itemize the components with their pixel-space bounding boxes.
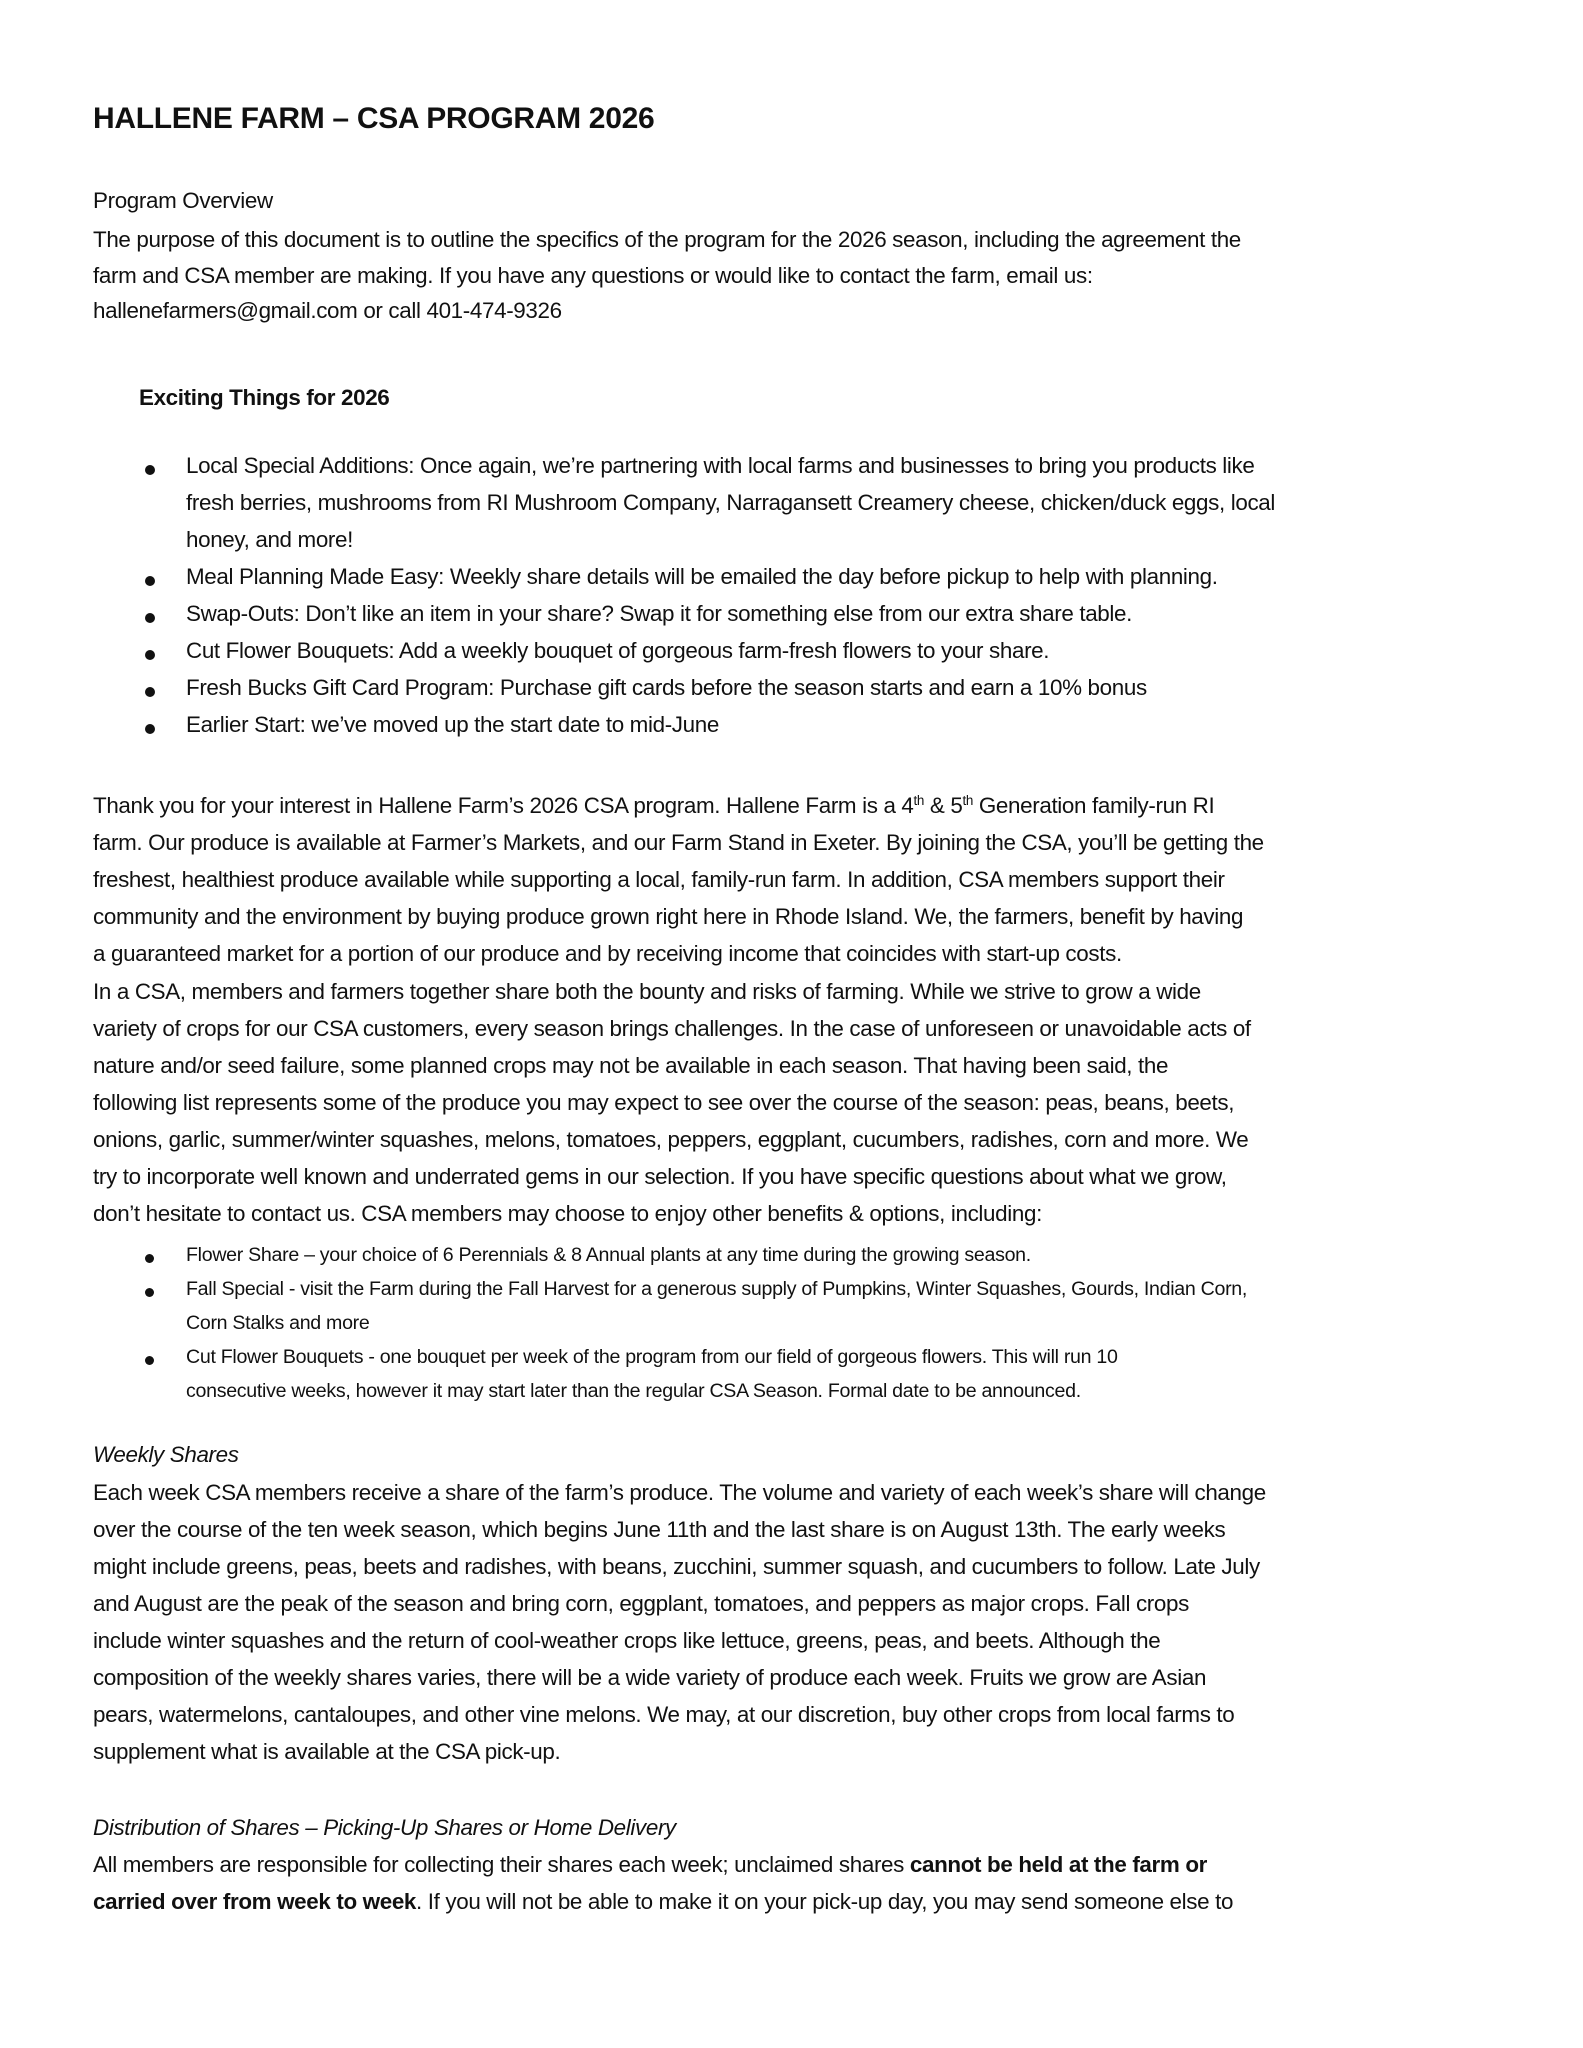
weekly-line: supplement what is available at the CSA pick-up. xyxy=(93,1739,561,1764)
intro-line: freshest, healthiest produce available while supporting a local, family-run farm. In addition, CSA members support their xyxy=(93,867,1225,892)
superscript: th xyxy=(962,792,973,808)
exciting-item-line: Cut Flower Bouquets: Add a weekly bouquet of gorgeous farm-fresh flowers to your share. xyxy=(186,638,1050,663)
weekly-line: include winter squashes and the return of cool-weather crops like lettuce, greens, peas, and beets. Although the xyxy=(93,1628,1161,1653)
superscript: th xyxy=(913,792,925,808)
distribution-heading: Distribution of Shares – Picking-Up Shares or Home Delivery xyxy=(93,1815,676,1840)
intro-line: a guaranteed market for a portion of our produce and by receiving income that coincides with start-up costs. xyxy=(93,941,1122,966)
exciting-item-line: Local Special Additions: Once again, we’re partnering with local farms and businesses to bring you products like xyxy=(186,453,1255,478)
option-line: Corn Stalks and more xyxy=(186,1312,370,1334)
distribution-text: All members are responsible for collecting their shares each week; unclaimed shares xyxy=(93,1852,910,1877)
weekly-line: Each week CSA members receive a share of the farm’s produce. The volume and variety of each week’s share will change xyxy=(93,1480,1266,1505)
intro-line xyxy=(93,792,1215,818)
bullet-icon xyxy=(145,1254,154,1263)
intro-line: nature and/or seed failure, some planned crops may not be available in each season. That having been said, the xyxy=(93,1053,1169,1078)
exciting-heading: Exciting Things for 2026 xyxy=(139,385,390,410)
overview-line: The purpose of this document is to outline the specifics of the program for the 2026 season, including the agreement the xyxy=(93,227,1241,252)
bullet-icon xyxy=(145,1356,154,1365)
intro-text: Generation family-run RI xyxy=(972,793,1215,818)
bullet-icon xyxy=(145,724,155,734)
distribution-line xyxy=(93,1854,1207,1876)
distribution-text: . If you will not be able to make it on your pick-up day, you may send someone else to xyxy=(416,1889,1234,1914)
weekly-line: composition of the weekly shares varies, there will be a wide variety of produce each week. Fruits we grow are Asian xyxy=(93,1665,1207,1690)
exciting-item-line: Swap-Outs: Don’t like an item in your share? Swap it for something else from our extra share table. xyxy=(186,601,1133,626)
intro-text: Thank you for your interest in Hallene Farm’s 2026 CSA program. Hallene Farm is a 4 xyxy=(93,793,914,818)
distribution-line xyxy=(93,1891,1233,1913)
exciting-item-line: Fresh Bucks Gift Card Program: Purchase gift cards before the season starts and earn a 10% bonus xyxy=(186,675,1147,700)
exciting-item-line: honey, and more! xyxy=(186,527,353,552)
option-line: Flower Share – your choice of 6 Perennials & 8 Annual plants at any time during the growing season. xyxy=(186,1244,1031,1266)
exciting-item-line: Earlier Start: we’ve moved up the start date to mid-June xyxy=(186,712,719,737)
document-title: HALLENE FARM – CSA PROGRAM 2026 xyxy=(93,102,655,135)
option-line: consecutive weeks, however it may start later than the regular CSA Season. Formal date to be announced. xyxy=(186,1380,1081,1402)
weekly-line: and August are the peak of the season and bring corn, eggplant, tomatoes, and peppers as major crops. Fall crops xyxy=(93,1591,1189,1616)
exciting-item-line: Meal Planning Made Easy: Weekly share details will be emailed the day before pickup to help with planning. xyxy=(186,564,1218,589)
overview-line: farm and CSA member are making. If you have any questions or would like to contact the farm, email us: xyxy=(93,263,1093,288)
distribution-emphasis: carried over from week to week xyxy=(93,1889,417,1914)
weekly-line: might include greens, peas, beets and radishes, with beans, zucchini, summer squash, and cucumbers to follow. Late July xyxy=(93,1554,1260,1579)
intro-line: try to incorporate well known and underrated gems in our selection. If you have specific questions about what we grow, xyxy=(93,1164,1227,1189)
intro-line: following list represents some of the produce you may expect to see over the course of the season: peas, beans, beets, xyxy=(93,1090,1235,1115)
overview-contact-line: hallenefarmers@gmail.com or call 401-474-9326 xyxy=(93,298,562,323)
bullet-icon xyxy=(145,650,155,660)
intro-line: In a CSA, members and farmers together share both the bounty and risks of farming. While we strive to grow a wide xyxy=(93,979,1201,1004)
bullet-icon xyxy=(145,576,155,586)
bullet-icon xyxy=(145,613,155,623)
bullet-icon xyxy=(145,1288,154,1297)
option-line: Cut Flower Bouquets - one bouquet per week of the program from our field of gorgeous flowers. This will run 10 xyxy=(186,1346,1118,1368)
overview-heading: Program Overview xyxy=(93,188,273,213)
intro-line: onions, garlic, summer/winter squashes, melons, tomatoes, peppers, eggplant, cucumbers, radishes, corn and more. We xyxy=(93,1127,1249,1152)
weekly-heading: Weekly Shares xyxy=(93,1442,239,1467)
weekly-line: over the course of the ten week season, which begins June 11th and the last share is on August 13th. The early weeks xyxy=(93,1517,1226,1542)
intro-line: variety of crops for our CSA customers, every season brings challenges. In the case of unforeseen or unavoidable acts of xyxy=(93,1016,1251,1041)
intro-text: & 5 xyxy=(924,793,963,818)
intro-line: community and the environment by buying produce grown right here in Rhode Island. We, the farmers, benefit by having xyxy=(93,904,1244,929)
bullet-icon xyxy=(145,465,155,475)
distribution-emphasis: cannot be held at the farm or xyxy=(909,1852,1208,1877)
intro-line: don’t hesitate to contact us. CSA members may choose to enjoy other benefits & options, including: xyxy=(93,1201,1042,1226)
option-line: Fall Special - visit the Farm during the Fall Harvest for a generous supply of Pumpkins, Winter Squashes, Gourds, Indian Corn, xyxy=(186,1278,1248,1300)
weekly-line: pears, watermelons, cantaloupes, and other vine melons. We may, at our discretion, buy other crops from local farms to xyxy=(93,1702,1235,1727)
exciting-item-line: fresh berries, mushrooms from RI Mushroom Company, Narragansett Creamery cheese, chicken/duck eggs, local xyxy=(186,490,1276,515)
bullet-icon xyxy=(145,687,155,697)
intro-line: farm. Our produce is available at Farmer’s Markets, and our Farm Stand in Exeter. By joining the CSA, you’ll be getting the xyxy=(93,830,1264,855)
